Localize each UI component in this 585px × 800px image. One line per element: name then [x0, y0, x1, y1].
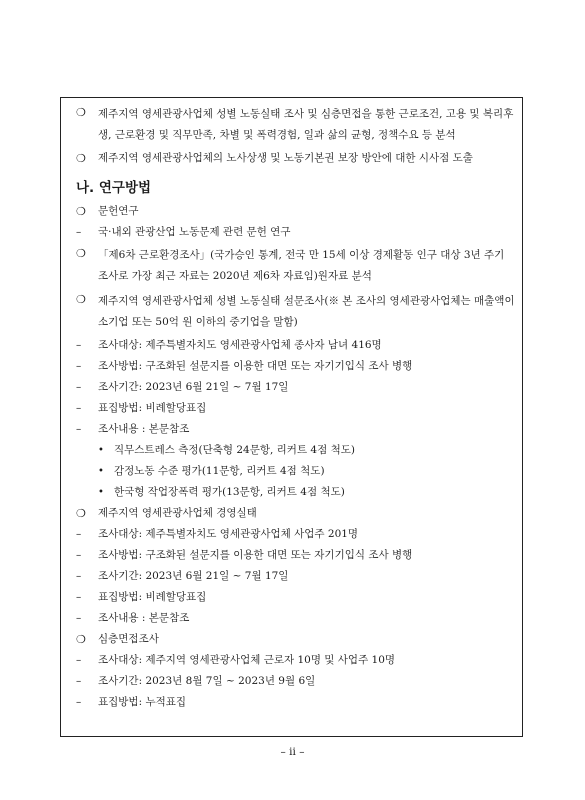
dash-bullet-icon: –: [76, 654, 82, 666]
list-item-text: 표집방법: 비례할당표집: [98, 402, 207, 414]
list-item: [76, 526, 516, 547]
list-item: [76, 568, 516, 589]
dash-bullet-icon: –: [76, 423, 82, 435]
circle-bullet-icon: ❍: [76, 205, 86, 218]
list-item-text: 조사내용 : 본문참조: [98, 612, 190, 624]
list-item: [76, 547, 516, 568]
dot-bullet-icon: •: [98, 466, 104, 477]
dash-bullet-icon: –: [76, 528, 82, 540]
dash-bullet-icon: –: [76, 402, 82, 414]
circle-bullet-icon: ❍: [76, 106, 86, 119]
list-item-text: 제주지역 영세관광사업체의 노사상생 및 노동기본권 보장 방안에 대한 시사점 도출: [98, 152, 473, 164]
list-item-text: 문헌연구: [98, 205, 139, 217]
circle-bullet-icon: ❍: [76, 152, 86, 165]
circle-bullet-icon: ❍: [76, 247, 86, 260]
list-item: [76, 610, 516, 631]
circle-bullet-icon: ❍: [76, 293, 86, 306]
section-heading: 나. 연구방법: [76, 180, 152, 196]
list-item-text: 「제6차 근로환경조사」(국가승인 통계, 전국 만 15세 이상 경제활동 인구 대상 3년 주기 조사로 가장 최근 자료는 2020년 제6차 자료임)원자료 분석: [98, 249, 505, 282]
sub-list-item: [76, 484, 516, 505]
list-item: [76, 379, 516, 400]
list-item: [76, 400, 516, 421]
list-item-text: 조사대상: 제주특별자치도 영세관광사업체 사업주 201명: [98, 528, 359, 540]
list-item: [76, 421, 516, 442]
list-item-text: 제주지역 영세관광사업체 성별 노동실태 설문조사(※ 본 조사의 영세관광사업체는 매출액이 소기업 또는 50억 원 이하의 중기업을 말함): [98, 295, 515, 328]
page-number: – ii –: [280, 746, 305, 758]
list-item-text: 감정노동 수준 평가(11문항, 리커트 4점 척도): [114, 465, 325, 477]
list-item-text: 조사기간: 2023년 6월 21일 ~ 7월 17일: [98, 570, 289, 582]
list-item-text: 국·내외 관광산업 노동문제 관련 문헌 연구: [98, 226, 291, 238]
list-item: [76, 150, 516, 171]
circle-bullet-icon: ❍: [76, 633, 86, 646]
dash-bullet-icon: –: [76, 360, 82, 372]
list-item: [76, 589, 516, 610]
dash-bullet-icon: –: [76, 549, 82, 561]
list-item-text: 한국형 작업장폭력 평가(13문항, 리커트 4점 척도): [114, 486, 345, 498]
list-item: [76, 505, 516, 526]
list-item: [76, 224, 516, 245]
method-list: [76, 203, 516, 715]
list-item-text: 심층면접조사: [98, 633, 159, 645]
list-item-text: 조사내용 : 본문참조: [98, 423, 190, 435]
list-item-text: 표집방법: 비례할당표집: [98, 591, 207, 603]
circle-bullet-icon: ❍: [76, 507, 86, 520]
list-item-text: 제주지역 영세관광사업체 성별 노동실태 조사 및 심층면접을 통한 근로조건, 고용 및 복리후생, 근로환경 및 직무만족, 차별 및 폭력경험, 일과 삶의 균형, 정책수요 등 분석: [98, 108, 514, 141]
list-item: [76, 245, 516, 287]
list-item-text: 조사대상: 제주특별자치도 영세관광사업체 종사자 남녀 416명: [98, 339, 382, 351]
list-item: [76, 631, 516, 652]
dash-bullet-icon: –: [76, 675, 82, 687]
dash-bullet-icon: –: [76, 570, 82, 582]
list-item-text: 조사방법: 구조화된 설문지를 이용한 대면 또는 자기기입식 조사 병행: [98, 360, 413, 372]
document-body: [76, 104, 516, 715]
list-item: [76, 673, 516, 694]
dash-bullet-icon: –: [76, 226, 82, 238]
sub-list-item: [76, 442, 516, 463]
list-item-text: 직무스트레스 측정(단축형 24문항, 리커트 4점 척도): [114, 444, 355, 456]
list-item-text: 조사대상: 제주지역 영세관광사업체 근로자 10명 및 사업주 10명: [98, 654, 396, 666]
dash-bullet-icon: –: [76, 612, 82, 624]
dot-bullet-icon: •: [98, 445, 104, 456]
list-item-text: 표집방법: 누적표집: [98, 696, 187, 708]
list-item-text: 조사방법: 구조화된 설문지를 이용한 대면 또는 자기기입식 조사 병행: [98, 549, 413, 561]
list-item: [76, 652, 516, 673]
dash-bullet-icon: –: [76, 339, 82, 351]
list-item: [76, 104, 516, 146]
list-item: [76, 358, 516, 379]
dot-bullet-icon: •: [98, 487, 104, 498]
list-item-text: 제주지역 영세관광사업체 경영실태: [98, 507, 257, 519]
dash-bullet-icon: –: [76, 381, 82, 393]
dash-bullet-icon: –: [76, 591, 82, 603]
sub-list-item: [76, 463, 516, 484]
list-item: [76, 694, 516, 715]
list-item: [76, 203, 516, 224]
list-item-text: 조사기간: 2023년 8월 7일 ~ 2023년 9월 6일: [98, 675, 316, 687]
dash-bullet-icon: –: [76, 696, 82, 708]
list-item: [76, 291, 516, 333]
list-item-text: 조사기간: 2023년 6월 21일 ~ 7월 17일: [98, 381, 289, 393]
list-item: [76, 337, 516, 358]
